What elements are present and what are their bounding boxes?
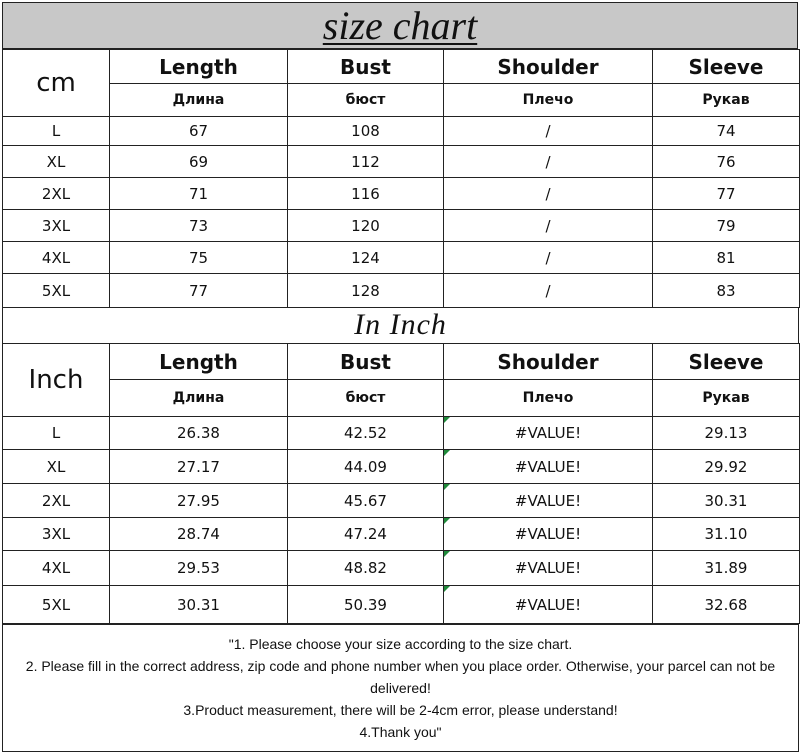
table-row (3, 484, 800, 518)
length-cell: 26.38 (110, 417, 288, 450)
note-line: 3.Product measurement, there will be 2-4cm error, please understand! (183, 702, 618, 718)
bust-header-ru: бюст (288, 84, 444, 117)
bust-cell: 48.82 (288, 551, 444, 586)
shoulder-cell: #VALUE! (444, 484, 653, 518)
sleeve-header: Sleeve (653, 344, 800, 380)
table-row (3, 551, 800, 586)
bust-cell: 50.39 (288, 586, 444, 624)
shoulder-cell: #VALUE! (444, 450, 653, 484)
size-chart-title-band (2, 2, 798, 49)
length-cell: 71 (110, 178, 288, 210)
cm-header-row-ru (3, 84, 800, 117)
size-cell: 4XL (3, 551, 110, 586)
table-row (3, 518, 800, 551)
table-row (3, 586, 800, 624)
shoulder-cell: / (444, 178, 653, 210)
size-chart-title: size chart (322, 2, 478, 48)
size-cell: L (3, 417, 110, 450)
sleeve-cell: 29.92 (653, 450, 800, 484)
inch-header-row-en (3, 344, 800, 380)
table-row (3, 450, 800, 484)
size-cell: 2XL (3, 484, 110, 518)
shoulder-cell: #VALUE! (444, 417, 653, 450)
table-row (3, 117, 800, 146)
size-cell: XL (3, 146, 110, 178)
note-line: "1. Please choose your size according to the size chart. (228, 636, 573, 652)
shoulder-cell: / (444, 117, 653, 146)
bust-cell: 44.09 (288, 450, 444, 484)
table-row (3, 242, 800, 274)
sleeve-cell: 29.13 (653, 417, 800, 450)
shoulder-cell: / (444, 146, 653, 178)
table-row (3, 146, 800, 178)
sleeve-cell: 76 (653, 146, 800, 178)
length-cell: 73 (110, 210, 288, 242)
cm-unit-label: cm (3, 50, 110, 117)
cm-header-row-en (3, 50, 800, 84)
shoulder-cell: #VALUE! (444, 518, 653, 551)
shoulder-header: Shoulder (444, 344, 653, 380)
shoulder-cell: / (444, 274, 653, 308)
length-header-ru: Длина (110, 380, 288, 417)
size-cell: 3XL (3, 210, 110, 242)
inch-size-table (2, 343, 800, 624)
length-cell: 27.95 (110, 484, 288, 518)
cm-size-table (2, 49, 800, 308)
inch-header-row-ru (3, 380, 800, 417)
shoulder-cell: / (444, 242, 653, 274)
length-header-ru: Длина (110, 84, 288, 117)
shoulder-header-ru: Плечо (444, 84, 653, 117)
table-row (3, 417, 800, 450)
size-cell: 2XL (3, 178, 110, 210)
length-header: Length (110, 50, 288, 84)
shoulder-header-ru: Плечо (444, 380, 653, 417)
shoulder-cell: #VALUE! (444, 586, 653, 624)
inch-subtitle-band (2, 307, 799, 343)
sleeve-cell: 79 (653, 210, 800, 242)
length-cell: 30.31 (110, 586, 288, 624)
bust-cell: 47.24 (288, 518, 444, 551)
sleeve-cell: 30.31 (653, 484, 800, 518)
size-cell: L (3, 117, 110, 146)
bust-header-ru: бюст (288, 380, 444, 417)
size-cell: 4XL (3, 242, 110, 274)
table-row (3, 274, 800, 308)
bust-header: Bust (288, 50, 444, 84)
table-row (3, 210, 800, 242)
length-header: Length (110, 344, 288, 380)
bust-cell: 45.67 (288, 484, 444, 518)
sleeve-header-ru: Рукав (653, 84, 800, 117)
length-cell: 27.17 (110, 450, 288, 484)
bust-cell: 108 (288, 117, 444, 146)
sleeve-cell: 31.10 (653, 518, 800, 551)
size-cell: 5XL (3, 586, 110, 624)
size-notes (2, 624, 799, 752)
length-cell: 28.74 (110, 518, 288, 551)
sleeve-cell: 74 (653, 117, 800, 146)
sleeve-cell: 77 (653, 178, 800, 210)
bust-cell: 116 (288, 178, 444, 210)
shoulder-cell: #VALUE! (444, 551, 653, 586)
inch-subtitle: In Inch (354, 308, 447, 341)
sleeve-cell: 83 (653, 274, 800, 308)
sleeve-header-ru: Рукав (653, 380, 800, 417)
bust-header: Bust (288, 344, 444, 380)
sleeve-cell: 81 (653, 242, 800, 274)
length-cell: 67 (110, 117, 288, 146)
sleeve-header: Sleeve (653, 50, 800, 84)
bust-cell: 120 (288, 210, 444, 242)
sleeve-cell: 32.68 (653, 586, 800, 624)
sleeve-cell: 31.89 (653, 551, 800, 586)
size-cell: 3XL (3, 518, 110, 551)
length-cell: 75 (110, 242, 288, 274)
length-cell: 29.53 (110, 551, 288, 586)
bust-cell: 128 (288, 274, 444, 308)
shoulder-cell: / (444, 210, 653, 242)
size-cell: XL (3, 450, 110, 484)
table-row (3, 178, 800, 210)
size-cell: 5XL (3, 274, 110, 308)
bust-cell: 42.52 (288, 417, 444, 450)
note-line: 2. Please fill in the correct address, zip code and phone number when you place order. Otherwise, your parcel can not be delivered! (25, 658, 776, 696)
length-cell: 77 (110, 274, 288, 308)
inch-unit-label: Inch (3, 344, 110, 417)
bust-cell: 124 (288, 242, 444, 274)
length-cell: 69 (110, 146, 288, 178)
shoulder-header: Shoulder (444, 50, 653, 84)
note-line: 4.Thank you" (359, 724, 442, 740)
bust-cell: 112 (288, 146, 444, 178)
